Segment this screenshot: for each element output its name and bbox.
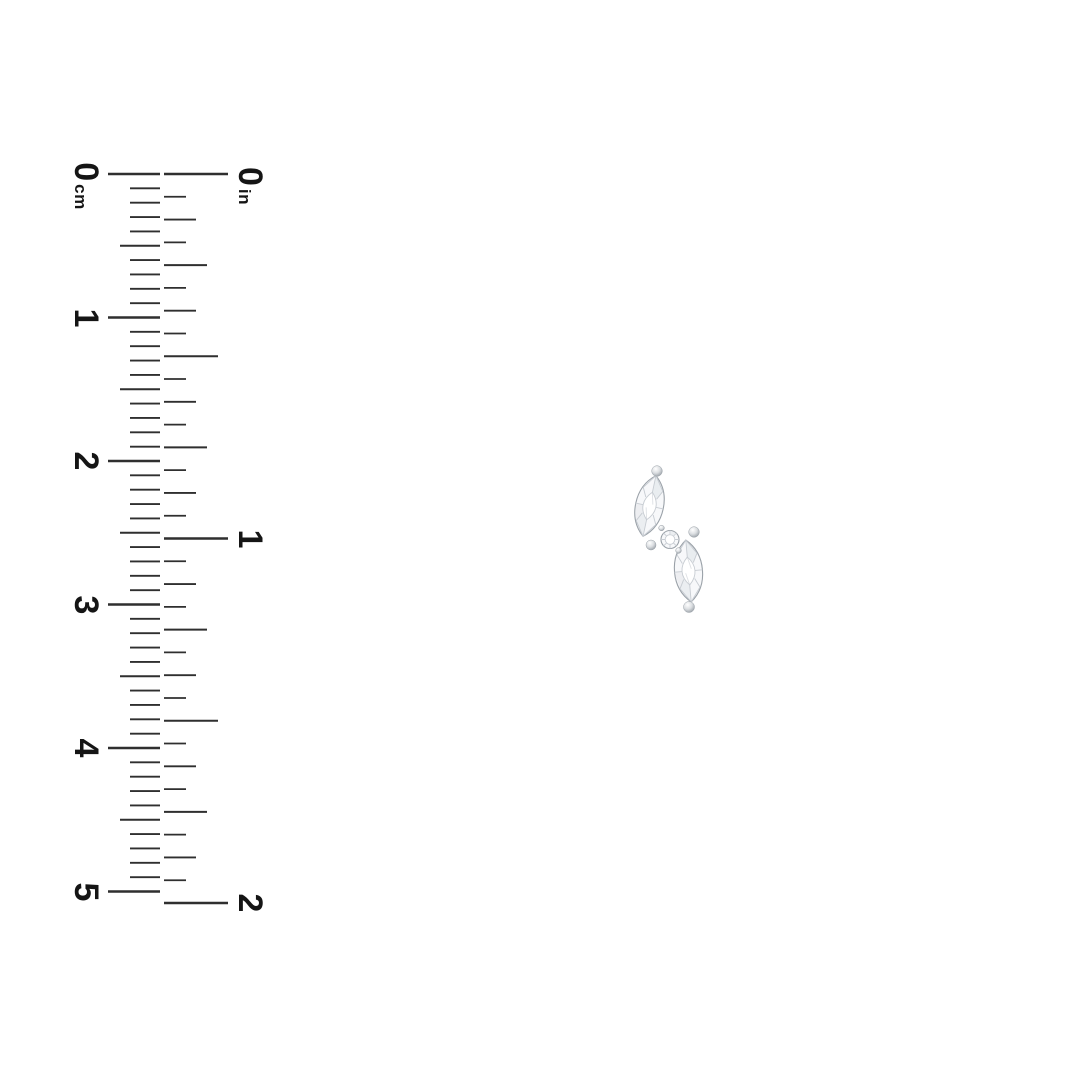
ruler-unit-label: in	[235, 188, 254, 206]
ruler-number: 2	[67, 451, 105, 471]
prong-ball-bottom	[684, 602, 695, 613]
ruler-number: 1	[67, 308, 105, 327]
ruler-unit-label: cm	[71, 184, 90, 210]
ruler-number: 4	[67, 738, 105, 758]
ruler-number: 2	[231, 893, 269, 913]
prong-ball-top	[652, 466, 663, 477]
ruler-number: 0	[231, 166, 269, 186]
ruler-number: 1	[231, 529, 269, 548]
ruler-number: 0	[67, 162, 105, 182]
prong-ball-left	[646, 540, 656, 550]
prong-ball-right	[689, 527, 700, 538]
metal-gallery-bead	[676, 548, 682, 554]
ruler-number: 5	[67, 882, 105, 901]
ruler-number: 3	[67, 595, 105, 614]
center-round-diamond	[661, 531, 679, 549]
metal-gallery-bead	[659, 525, 665, 531]
